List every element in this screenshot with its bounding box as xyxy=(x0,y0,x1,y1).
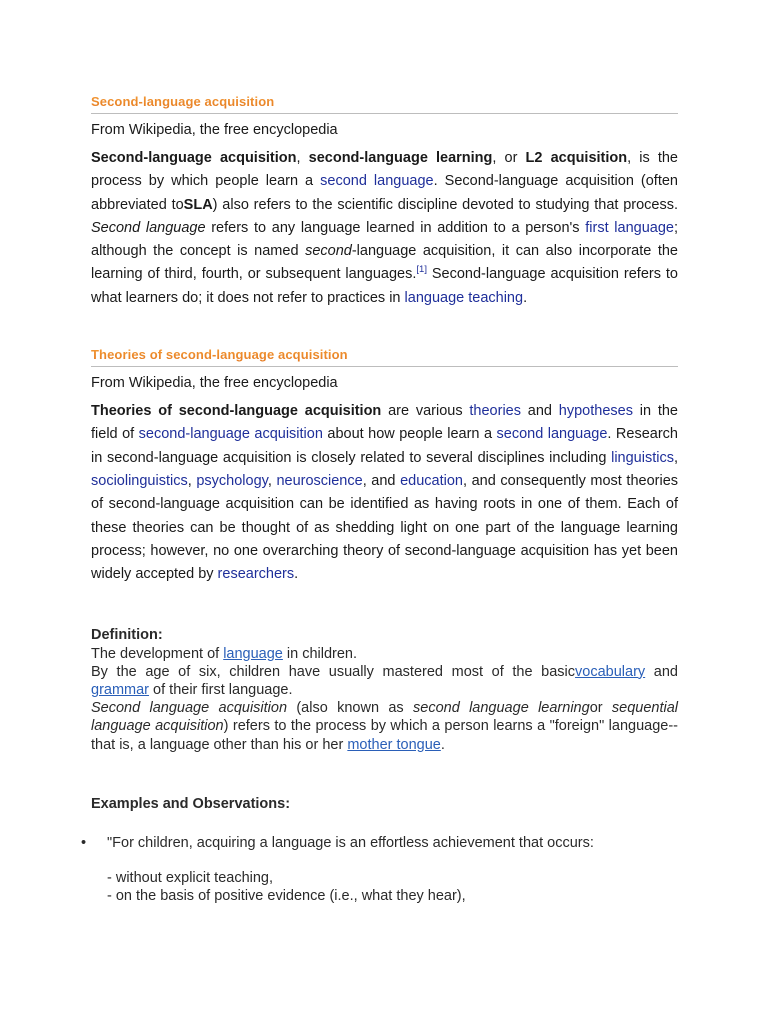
theories-intro-paragraph: Theories of second-language acquisition are various theories and hypotheses in the field of second-language acquisition about how people learn a second language. Research in second-language acquisition is closely related to several disciplines including linguistics, sociolinguistics, psychology, neuroscience, and education, and consequently most theories of second-language acquisition can be identified as having roots in one of them. Each of these theories can be thought of as shedding light on one part of the language learning process; however, no one overarching theory of second-language acquisition has yet been widely accepted by researchers. xyxy=(91,403,679,583)
definition-line: By the age of six, children have usually mastered most of the basicvocabulary and grammar of their first language. xyxy=(91,663,678,699)
link-neuroscience[interactable]: neuroscience xyxy=(276,472,363,489)
bold-term: second-language learning xyxy=(308,150,493,166)
examples-title: Examples and Observations: xyxy=(91,795,291,812)
definition-title: Definition: xyxy=(91,627,163,644)
definition-block xyxy=(91,626,678,753)
link-language-teaching[interactable]: language teaching xyxy=(404,289,524,306)
italic-term: second xyxy=(305,243,352,260)
section-title-sla: Second-language acquisition xyxy=(91,92,678,114)
examples-list xyxy=(81,834,678,905)
link-mother-tongue[interactable]: mother tongue xyxy=(347,736,441,753)
link-theories[interactable]: theories xyxy=(469,403,521,420)
from-wikipedia-line: From Wikipedia, the free encyclopedia xyxy=(91,122,338,138)
bold-term: L2 acquisition xyxy=(525,150,628,166)
list-item: • "For children, acquiring a language is an effortless achievement that occurs: xyxy=(81,834,594,851)
document-page xyxy=(81,92,679,905)
bold-term: Second-language acquisition xyxy=(91,150,297,166)
link-sociolinguistics[interactable]: sociolinguistics xyxy=(91,472,188,489)
link-psychology[interactable]: psychology xyxy=(196,472,268,489)
link-linguistics[interactable]: linguistics xyxy=(611,449,674,466)
link-grammar[interactable]: grammar xyxy=(91,682,150,699)
link-researchers[interactable]: researchers xyxy=(217,566,295,583)
italic-term: Second language xyxy=(91,219,206,236)
bullet-icon: • xyxy=(81,834,87,851)
definition-line: The development of language in children. xyxy=(91,645,358,662)
sub-item: - on the basis of positive evidence (i.e., what they hear), xyxy=(107,887,466,904)
from-wikipedia-line: From Wikipedia, the free encyclopedia xyxy=(91,375,338,392)
link-sla[interactable]: second-language acquisition xyxy=(138,426,323,443)
citation-link[interactable]: [1] xyxy=(416,264,427,276)
sub-item: - without explicit teaching, xyxy=(107,869,274,886)
link-second-language[interactable]: second language xyxy=(320,173,434,190)
link-vocabulary[interactable]: vocabulary xyxy=(575,663,646,680)
section-title-theories: Theories of second-language acquisition xyxy=(91,345,678,367)
bold-term: SLA xyxy=(183,196,213,213)
link-second-language[interactable]: second language xyxy=(496,426,608,443)
definition-line: Second language acquisition (also known as second language learningor sequential language acquisition) refers to the process by which a person learns a "foreign" language--that is, a language other than his or her mother tongue. xyxy=(91,700,679,753)
bold-term: Theories of second-language acquisition xyxy=(91,403,382,420)
sla-intro-paragraph: Second-language acquisition, second-language learning, or L2 acquisition, is the process by which people learn a second language. Second-language acquisition (often abbreviated toSLA) also refers to the scientific discipline devoted to studying that process. Second language refers to any language learned in addition to a person's first language; although the concept is named second-language acquisition, it can also incorporate the learning of third, fourth, or subsequent languages.[1] Second-language acquisition refers to what learners do; it does not refer to practices in language teaching. xyxy=(91,150,679,306)
link-education[interactable]: education xyxy=(400,472,463,489)
link-first-language[interactable]: first language xyxy=(585,219,674,236)
link-hypotheses[interactable]: hypotheses xyxy=(558,403,633,420)
link-language[interactable]: language xyxy=(223,645,283,662)
